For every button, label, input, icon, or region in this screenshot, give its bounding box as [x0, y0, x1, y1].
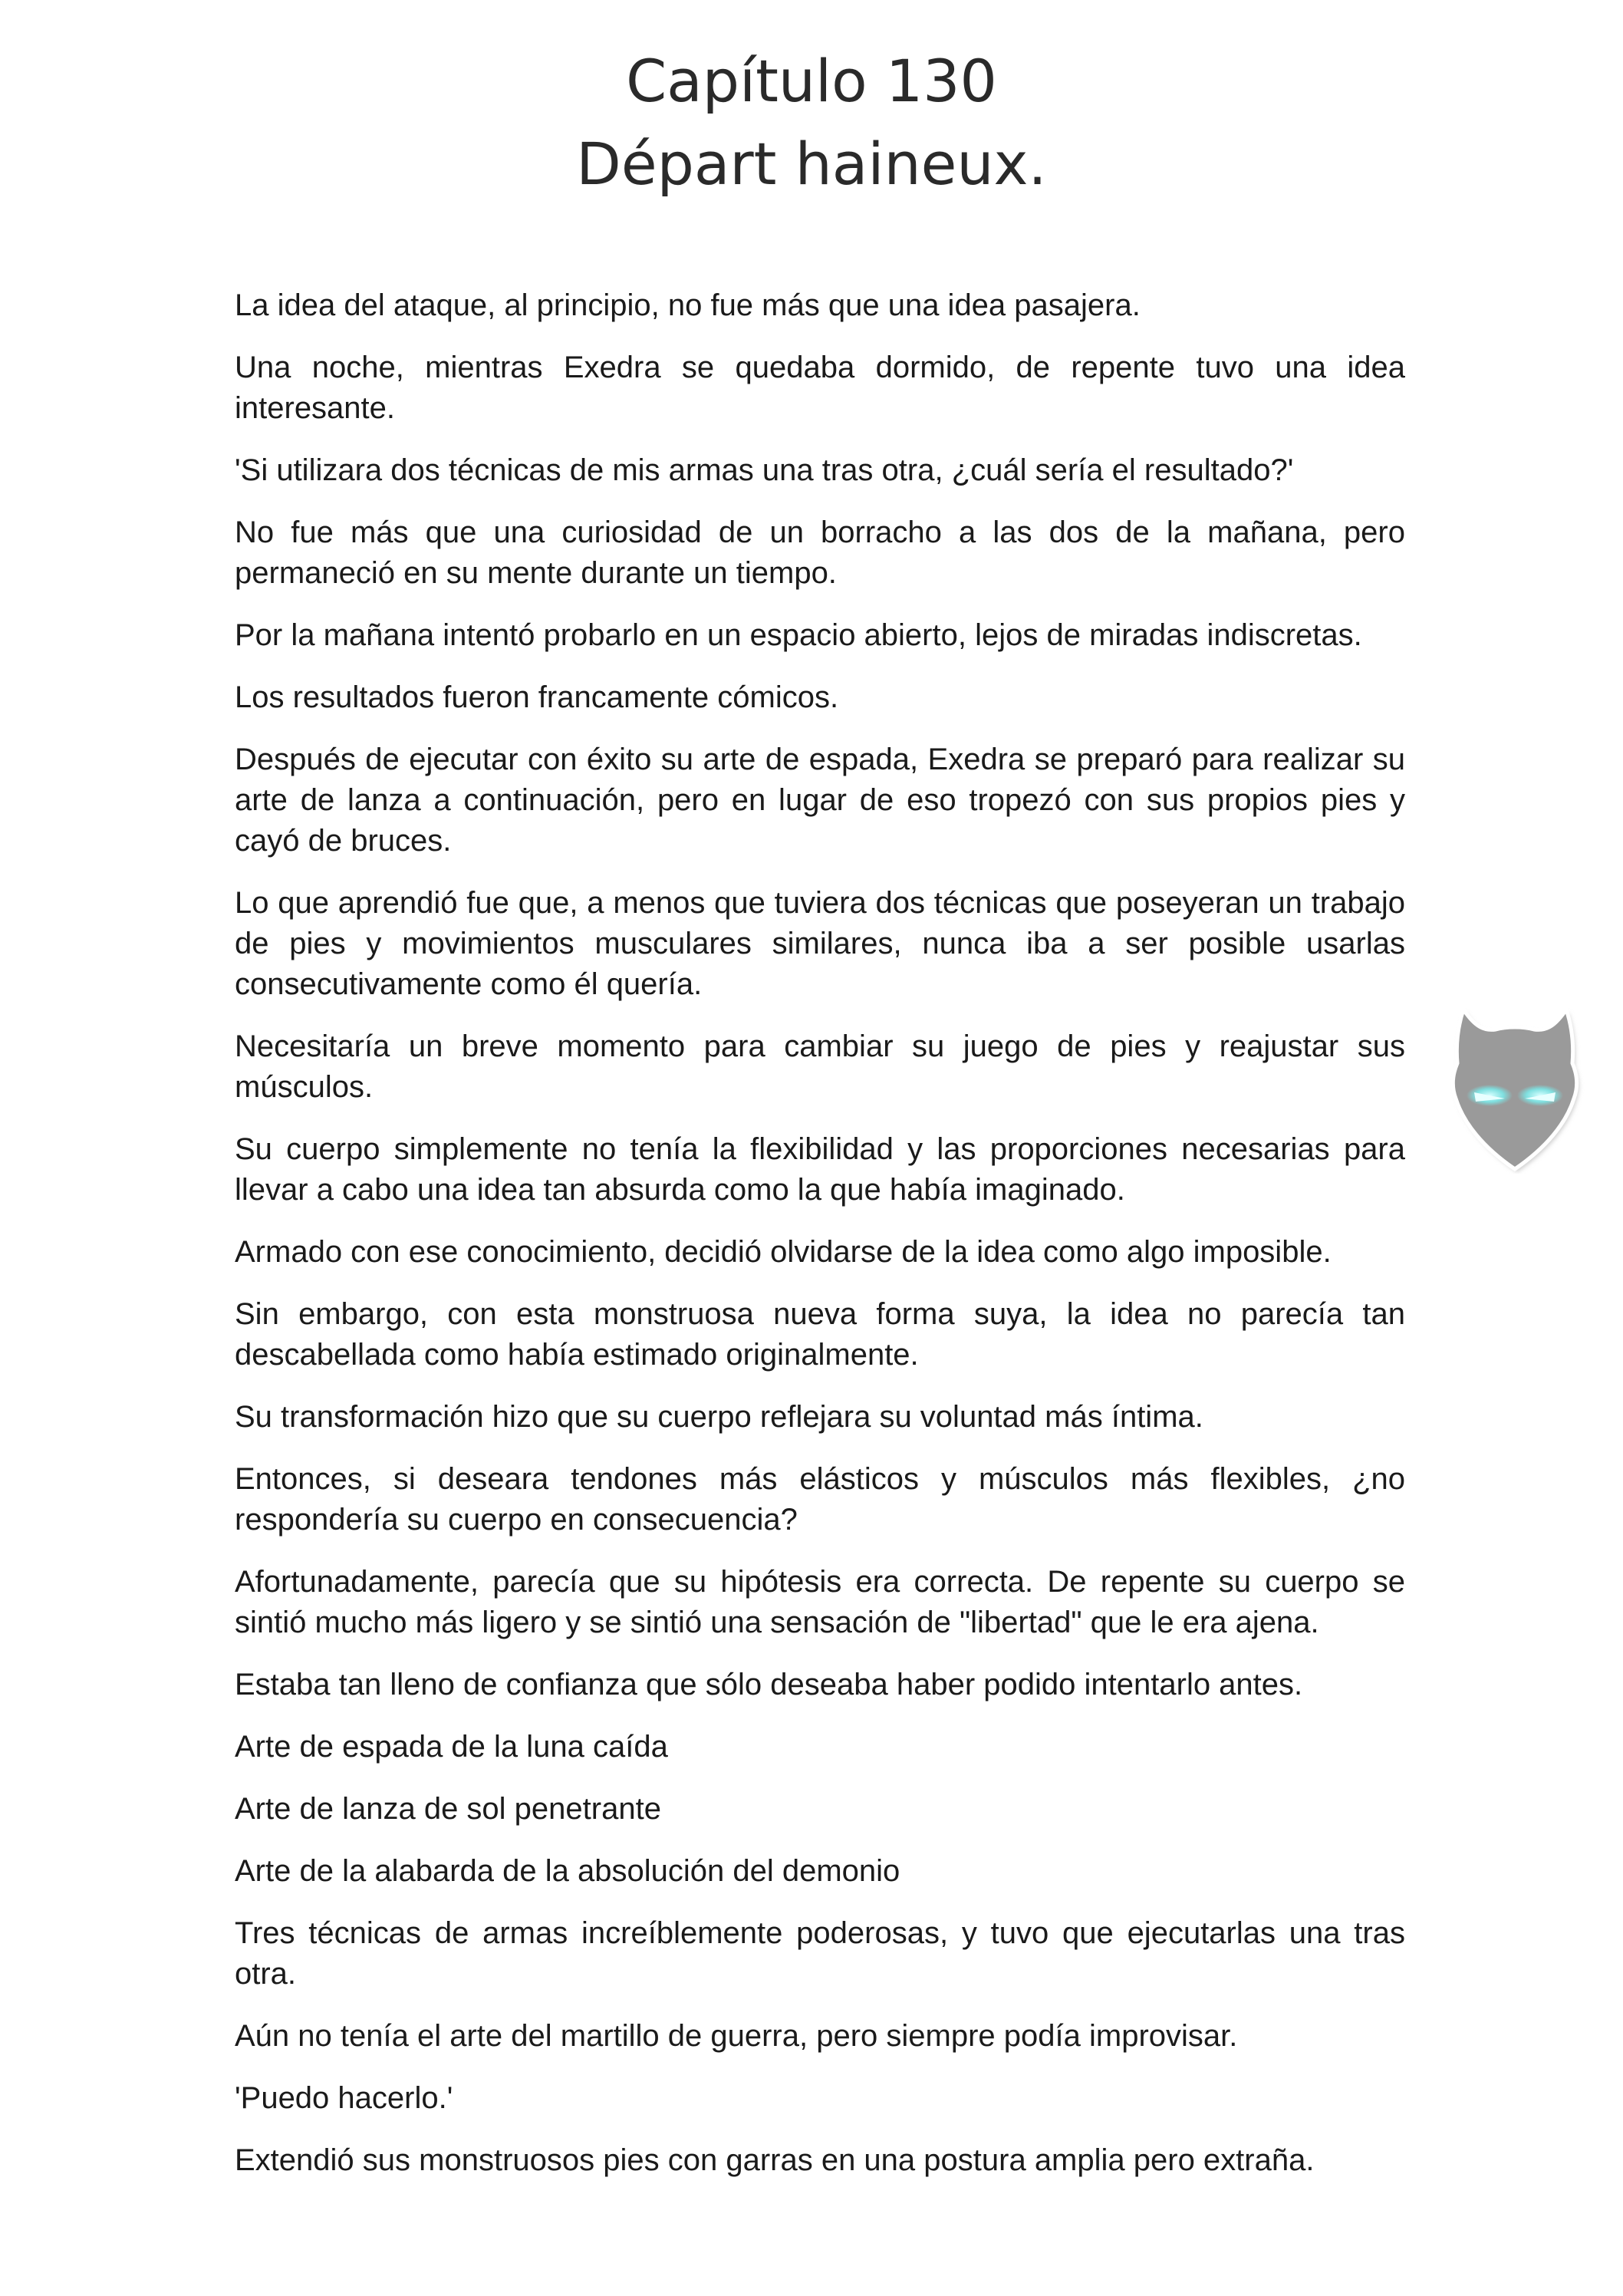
- technique-name: Arte de espada de la luna caída: [235, 1730, 668, 1764]
- chapter-number: Capítulo 130: [626, 47, 997, 115]
- paragraph: La idea del ataque, al principio, no fue más que una idea pasajera.: [235, 288, 1141, 322]
- paragraph: Sin embargo, con esta monstruosa nueva forma suya, la idea no parecía tan descabellada como había estimado originalmente.: [235, 1297, 1405, 1372]
- paragraph: Entonces, si deseara tendones más elásticos y músculos más flexibles, ¿no respondería su cuerpo en consecuencia?: [235, 1462, 1405, 1537]
- paragraph: Los resultados fueron francamente cómicos.: [235, 680, 839, 714]
- paragraph: Armado con ese conocimiento, decidió olvidarse de la idea como algo imposible.: [235, 1235, 1332, 1269]
- paragraph: Lo que aprendió fue que, a menos que tuviera dos técnicas que poseyeran un trabajo de pies y movimientos musculares similares, nunca iba a ser posible usarlas consecutivamente como él quería.: [235, 886, 1405, 1001]
- paragraph: Afortunadamente, parecía que su hipótesis era correcta. De repente su cuerpo se sintió mucho más ligero y se sintió una sensación de "libertad" que le era ajena.: [235, 1565, 1405, 1639]
- chapter-body: [235, 285, 1405, 2202]
- paragraph: Su transformación hizo que su cuerpo reflejara su voluntad más íntima.: [235, 1400, 1203, 1434]
- paragraph: Estaba tan lleno de confianza que sólo deseaba haber podido intentarlo antes.: [235, 1668, 1303, 1701]
- paragraph: No fue más que una curiosidad de un borracho a las dos de la mañana, pero permaneció en su mente durante un tiempo.: [235, 516, 1405, 590]
- paragraph: Extendió sus monstruosos pies con garras en una postura amplia pero extraña.: [235, 2143, 1315, 2177]
- chapter-header: [0, 40, 1623, 206]
- paragraph: 'Si utilizara dos técnicas de mis armas una tras otra, ¿cuál sería el resultado?': [235, 453, 1294, 487]
- paragraph: Una noche, mientras Exedra se quedaba dormido, de repente tuvo una idea interesante.: [235, 351, 1405, 425]
- paragraph: Necesitaría un breve momento para cambiar su juego de pies y reajustar sus músculos.: [235, 1029, 1405, 1104]
- paragraph: Tres técnicas de armas increíblemente poderosas, y tuvo que ejecutarlas una tras otra.: [235, 1916, 1405, 1991]
- chapter-title: Départ haineux.: [576, 130, 1047, 198]
- technique-name: Arte de la alabarda de la absolución del demonio: [235, 1854, 900, 1888]
- demon-head-icon: [1442, 997, 1588, 1174]
- paragraph: 'Puedo hacerlo.': [235, 2081, 453, 2115]
- technique-name: Arte de lanza de sol penetrante: [235, 1792, 661, 1826]
- paragraph: Aún no tenía el arte del martillo de guerra, pero siempre podía improvisar.: [235, 2019, 1238, 2053]
- paragraph: Su cuerpo simplemente no tenía la flexibilidad y las proporciones necesarias para llevar a cabo una idea tan absurda como la que había imaginado.: [235, 1132, 1405, 1207]
- paragraph: Después de ejecutar con éxito su arte de espada, Exedra se preparó para realizar su arte de lanza a continuación, pero en lugar de eso tropezó con sus propios pies y cayó de bruces.: [235, 743, 1405, 858]
- paragraph: Por la mañana intentó probarlo en un espacio abierto, lejos de miradas indiscretas.: [235, 618, 1362, 652]
